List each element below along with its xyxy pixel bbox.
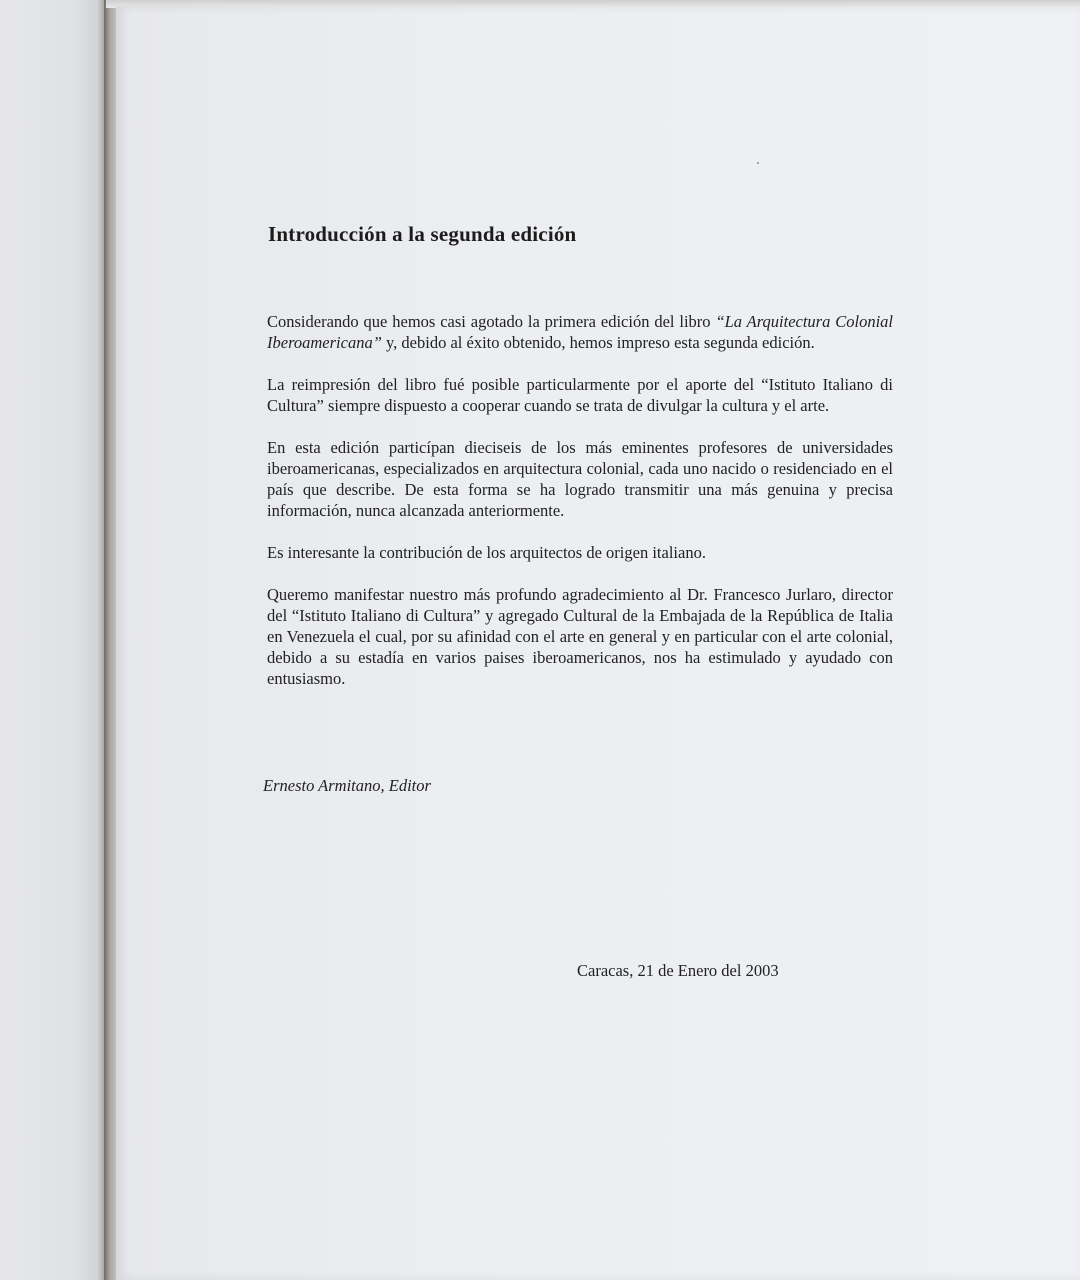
paper-speck bbox=[757, 162, 759, 164]
paragraph-2: La reimpresión del libro fué posible particularmente por el aporte del “Istituto Italiano di Cultura” siempre dispuesto a cooperar cuando se trata de divulgar la cultura y el arte. bbox=[267, 375, 893, 415]
paragraph-1-tail: y, debido al éxito obtenido, hemos impreso esta segunda edición. bbox=[381, 333, 815, 352]
paragraph-1-text: Considerando que hemos casi agotado la primera edición del libro bbox=[267, 312, 716, 331]
paragraph-5: Queremo manifestar nuestro más profundo agradecimiento al Dr. Francesco Jurlaro, director del “Istituto Italiano di Cultura” y agregado Cultural de la Embajada de la República de Italia en Venezuela el cual, por su afinidad con el arte en general y en particular con el arte colonial, debido a su estadía en varios paises iberoamericanos, nos ha estimulado y ayudado con entusiasmo. bbox=[267, 585, 893, 688]
paragraph-3: En esta edición particípan dieciseis de los más eminentes profesores de universidades iberoamericanas, especializados en arquitectura colonial, cada uno nacido o residenciado en el país que describe. De esta forma se ha logrado transmitir una más genuina y precisa información, nunca alcanzada anteriormente. bbox=[267, 438, 893, 520]
book-title: “La Arquitectura Colonial Iberoamericana” bbox=[267, 312, 893, 352]
signature: Ernesto Armitano, Editor bbox=[263, 776, 431, 795]
page-title: Introducción a la segunda edición bbox=[268, 222, 577, 247]
paragraph-1 bbox=[267, 311, 893, 353]
paragraph-4: Es interesante la contribución de los arquitectos de origen italiano. bbox=[267, 543, 706, 562]
body-text bbox=[267, 311, 893, 710]
dateline: Caracas, 21 de Enero del 2003 bbox=[577, 961, 779, 980]
left-page bbox=[0, 0, 106, 1280]
